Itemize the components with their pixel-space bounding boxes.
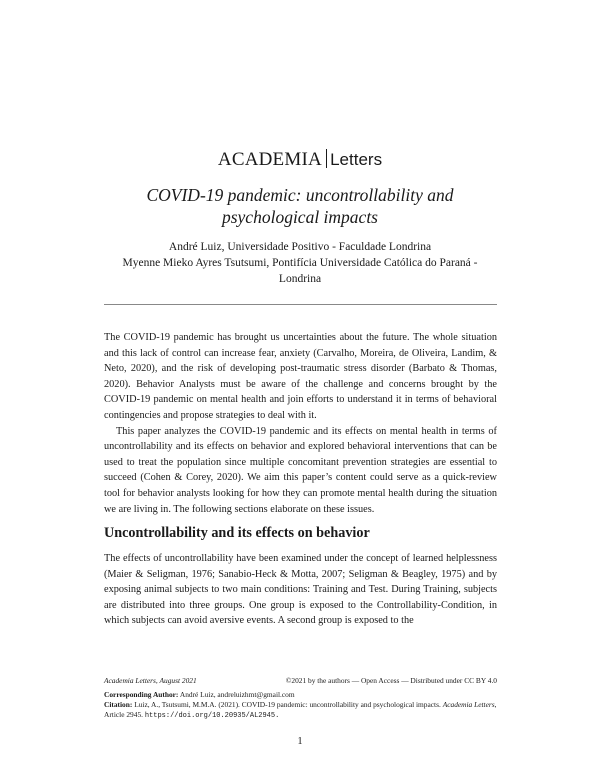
citation (104, 700, 497, 721)
license-text: ©2021 by the authors — Open Access — Distributed under CC BY 4.0 (285, 676, 497, 685)
intro-body (104, 330, 497, 517)
footer-row (104, 676, 497, 686)
section-heading: Uncontrollability and its effects on behavior (104, 525, 370, 541)
masthead-divider (326, 149, 327, 168)
citation-article: , Article 2945. (104, 700, 497, 719)
page-footer (104, 676, 497, 721)
header-rule (104, 304, 497, 305)
corresponding-label: Corresponding Author: (104, 690, 179, 699)
author-line: André Luiz, Universidade Positivo - Faculdade Londrina (168, 241, 432, 253)
citation-journal: Academia Letters (442, 700, 495, 709)
journal-date: Academia Letters, August 2021 (104, 676, 197, 685)
journal-masthead (0, 148, 600, 172)
paper-title: COVID-19 pandemic: uncontrollability and psychological impacts (146, 185, 454, 227)
author-line: Myenne Mieko Ayres Tsutsumi, Pontifícia Universidade Católica do Paraná - Londrina (122, 257, 478, 285)
corresponding-value: André Luiz, andreluizhmt@gmail.com (179, 690, 295, 699)
doi-link[interactable]: https://doi.org/10.20935/AL2945. (144, 712, 280, 720)
section-body (104, 551, 497, 629)
citation-text: Luiz, A., Tsutsumi, M.M.A. (2021). COVID-19 pandemic: uncontrollability and psychological impacts. (134, 700, 441, 709)
citation-label: Citation: (104, 700, 133, 709)
page-number: 1 (297, 736, 303, 747)
paragraph: The COVID-19 pandemic has brought us uncertainties about the future. The whole situation and this lack of control can increase fear, anxiety (Carvalho, Moreira, de Oliveira, Landim, & Neto, 2020), and the risk of developing post-traumatic stress disorder (Barbato & Thomas, 2020). Behavior Analysts must be aware of the challenge and concerns brought by the COVID-19 pandemic on mental health and join efforts to understand it in terms of behavioral contingencies and propose strategies to deal with it. (104, 332, 497, 421)
author-list (100, 239, 500, 287)
journal-section: Letters (330, 150, 383, 169)
journal-brand: ACADEMIA (217, 149, 322, 170)
corresponding-author (104, 690, 497, 700)
paragraph: This paper analyzes the COVID-19 pandemic and its effects on mental health in terms of uncontrollability and its effects on behavior and explored behavioral interventions that can be used to treat the population since multiple concomitant prevention strategies are essential to succeed (Cohen & Corey, 2020). We aim this paper’s content could serve as a quick-review tool for behavior analysts looking for how they can promote mental health during the situation we are living in. The following sections elaborate on these issues. (104, 425, 497, 515)
paragraph: The effects of uncontrollability have been examined under the concept of learned helplessness (Maier & Seligman, 1976; Sanabio-Heck & Motta, 2007; Seligman & Beagley, 1975) and by exposing animal subjects to two main conditions: Training and Test. During Training, subjects are distributed into three groups. One group is exposed to the Controllability-Condition, in which subjects can avoid aversive events. A second group is exposed to the (104, 553, 497, 627)
